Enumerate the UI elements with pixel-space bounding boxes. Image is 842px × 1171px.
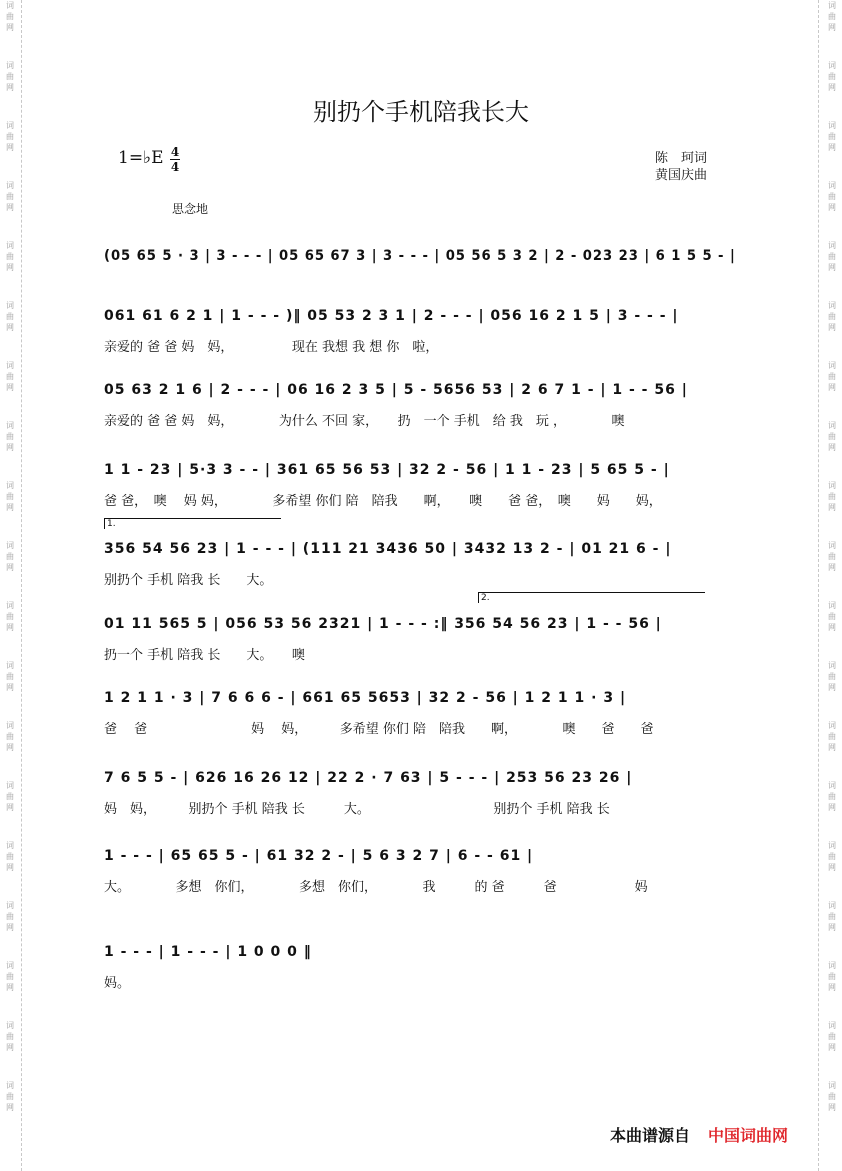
lyric-line: 扔一个 手机 陪我 长 大。 噢 [104, 648, 305, 663]
left-watermark: 词 曲 网 词 曲 网 词 曲 网 词 曲 网 词 曲 网 词 曲 网 词 曲 网 词 曲 网 词 曲 网 词 曲 网 词 曲 网 词 曲 网 词 曲 网 词 曲 网 词 曲 网 词 曲 网 词 曲 网 词 曲 网 词 曲 网 [6, 1, 14, 1112]
notation-line: 1 1 - 23 | 5·3 3 - - | 361 65 56 53 | 32 2 - 56 | 1 1 - 23 | 5 65 5 - | [104, 462, 670, 478]
credits [655, 150, 707, 184]
key-label: 1=♭E [118, 148, 164, 168]
footer-source: 本曲谱源自 [610, 1126, 691, 1145]
notation-line: (05 65 5 · 3 | 3 - - - | 05 65 67 3 | 3 - - - | 05 56 5 3 2 | 2 - 023 23 | 6 1 5 5 - | [104, 248, 736, 264]
left-border [21, 0, 22, 1171]
time-signature [170, 146, 180, 173]
right-border [818, 0, 819, 1171]
time-bottom: 4 [170, 160, 180, 174]
volta-1: 1. [104, 518, 281, 529]
staff-row [100, 244, 740, 284]
notation-line: 1 - - - | 65 65 5 - | 61 32 2 - | 5 6 3 2 7 | 6 - - 61 | [104, 848, 534, 864]
notation-line: 061 61 6 2 1 | 1 - - - )‖ 05 53 2 3 1 | 2 - - - | 056 16 2 1 5 | 3 - - - | [104, 308, 679, 324]
notation-line: 7 6 5 5 - | 626 16 26 12 | 22 2 · 7 63 | 5 - - - | 253 56 23 26 | [104, 770, 633, 786]
lyric-line: 别扔个 手机 陪我 长 大。 [104, 573, 273, 588]
notation-line: 1 - - - | 1 - - - | 1 0 0 0 ‖ [104, 944, 312, 960]
lyric-line: 亲爱的 爸 爸 妈 妈， 为什么 不回 家， 扔 一个 手机 给 我 玩 ， 噢 [104, 414, 625, 429]
staff-row [100, 940, 740, 980]
time-top: 4 [170, 145, 180, 159]
notation-line: 356 54 56 23 | 1 - - - | (111 21 3436 50 | 3432 13 2 - | 01 21 6 - | [104, 541, 672, 557]
lyric-line: 爸 爸 妈 妈， 多希望 你们 陪 陪我 啊， 噢 爸 爸 [104, 722, 654, 737]
lyric-line: 亲爱的 爸 爸 妈 妈， 现在 我想 我 想 你 啦， [104, 340, 439, 355]
footer-site: 中国词曲网 [708, 1126, 789, 1145]
notation-line: 05 63 2 1 6 | 2 - - - | 06 16 2 3 5 | 5 - 5656 53 | 2 6 7 1 - | 1 - - 56 | [104, 382, 688, 398]
lyric-line: 大。 多想 你们， 多想 你们， 我 的 爸 爸 妈 [104, 880, 648, 895]
tempo-mark: 思念地 [172, 202, 209, 216]
volta-2: 2. [478, 592, 705, 603]
lyricist: 陈 珂词 [655, 151, 708, 166]
song-title: 别扔个手机陪我长大 [313, 98, 529, 126]
lyric-line: 妈 妈， 别扔个 手机 陪我 长 大。 别扔个 手机 陪我 长 [104, 802, 610, 817]
composer: 黄国庆曲 [655, 168, 708, 183]
right-watermark: 词 曲 网 词 曲 网 词 曲 网 词 曲 网 词 曲 网 词 曲 网 词 曲 网 词 曲 网 词 曲 网 词 曲 网 词 曲 网 词 曲 网 词 曲 网 词 曲 网 词 曲 网 词 曲 网 词 曲 网 词 曲 网 词 曲 网 [828, 1, 836, 1112]
key-signature [118, 145, 180, 174]
notation-line: 01 11 565 5 | 056 53 56 2321 | 1 - - - :‖ 356 54 56 23 | 1 - - 56 | [104, 616, 662, 632]
footer [610, 1123, 788, 1146]
notation-line: 1 2 1 1 · 3 | 7 6 6 6 - | 661 65 5653 | 32 2 - 56 | 1 2 1 1 · 3 | [104, 690, 627, 706]
lyric-line: 爸 爸， 噢 妈 妈， 多希望 你们 陪 陪我 啊， 噢 爸 爸， 噢 妈 妈， [104, 494, 662, 509]
lyric-line: 妈。 [104, 976, 131, 991]
